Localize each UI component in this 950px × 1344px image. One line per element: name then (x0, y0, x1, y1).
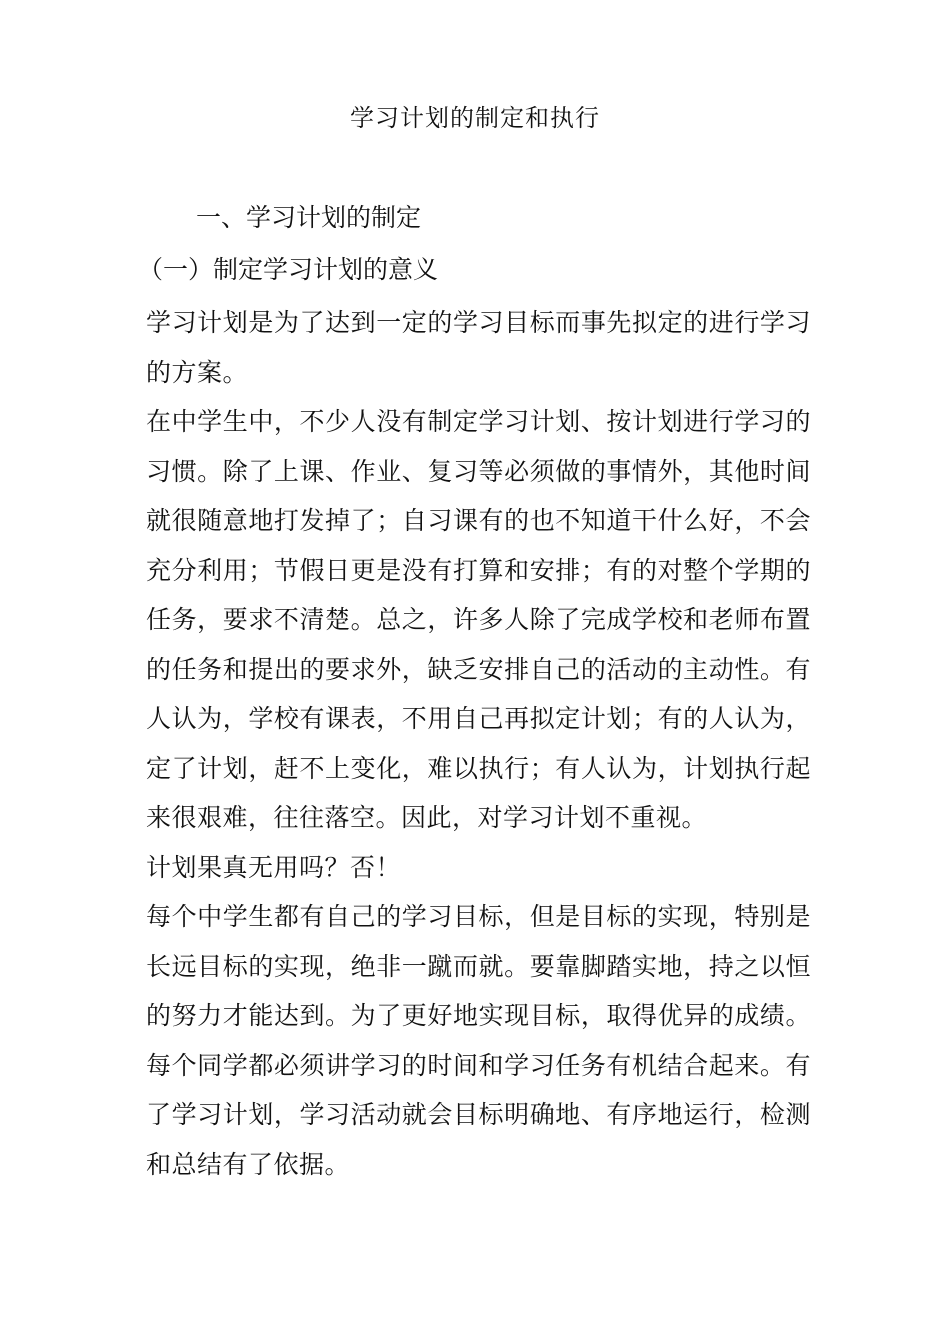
paragraph-problem: 在中学生中，不少人没有制定学习计划、按计划进行学习的习惯。除了上课、作业、复习等必须做的事情外，其他时间就很随意地打发掉了；自习课有的也不知道干什么好，不会充分利用；节假日更是没有打算和安排；有的对整个学期的任务，要求不清楚。总之，许多人除了完成学校和老师布置的任务和提出的要求外，缺乏安排自己的活动的主动性。有人认为，学校有课表，不用自己再拟定计划；有的人认为，定了计划，赶不上变化，难以执行；有人认为，计划执行起来很艰难，往往落空。因此，对学习计划不重视。 (146, 407, 811, 832)
subsection-heading: （一）制定学习计划的意义 (138, 255, 439, 284)
paragraph-question: 计划果真无用吗？否！ (146, 852, 402, 882)
paragraph-importance: 每个中学生都有自己的学习目标，但是目标的实现，特别是长远目标的实现，绝非一蹴而就。要靠脚踏实地，持之以恒的努力才能达到。为了更好地实现目标，取得优异的成绩。每个同学都必须讲学习的时间和学习任务有机结合起来。有了学习计划，学习活动就会目标明确地、有序地运行，检测和总结有了依据。 (146, 902, 811, 1179)
document-title: 学习计划的制定和执行 (350, 104, 600, 132)
document-body (146, 298, 811, 1189)
paragraph-definition: 学习计划是为了达到一定的学习目标而事先拟定的进行学习的方案。 (146, 308, 811, 387)
section-heading: 一、学习计划的制定 (196, 203, 422, 232)
